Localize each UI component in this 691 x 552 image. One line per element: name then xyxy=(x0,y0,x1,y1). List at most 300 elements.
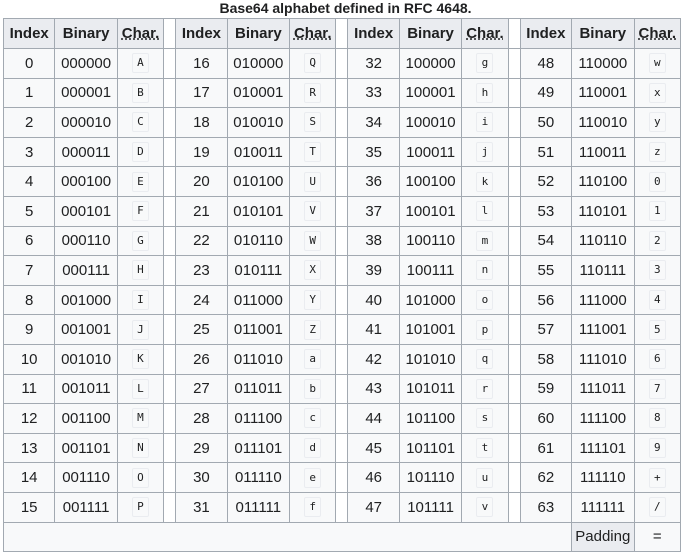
column-gap xyxy=(336,19,348,49)
index-cell: 9 xyxy=(4,315,55,345)
index-cell: 27 xyxy=(176,374,227,404)
char-cell xyxy=(117,49,163,79)
binary-cell: 101110 xyxy=(399,463,461,493)
char-cell xyxy=(290,492,336,522)
index-cell: 8 xyxy=(4,285,55,315)
index-cell: 38 xyxy=(348,226,399,256)
char-code: j xyxy=(476,142,493,162)
char-cell xyxy=(462,285,508,315)
index-cell: 48 xyxy=(520,49,571,79)
char-cell xyxy=(290,226,336,256)
char-code: F xyxy=(132,201,149,221)
binary-cell: 001100 xyxy=(55,404,117,434)
char-cell xyxy=(634,78,680,108)
char-code: B xyxy=(132,83,149,103)
column-gap xyxy=(336,137,348,167)
binary-cell: 000100 xyxy=(55,167,117,197)
char-code: N xyxy=(132,438,149,458)
char-code: k xyxy=(476,172,493,192)
char-code: v xyxy=(476,497,493,517)
binary-cell: 111111 xyxy=(572,492,634,522)
index-cell: 54 xyxy=(520,226,571,256)
char-cell xyxy=(290,137,336,167)
char-cell xyxy=(290,256,336,286)
char-cell xyxy=(462,196,508,226)
index-cell: 53 xyxy=(520,196,571,226)
binary-cell: 101000 xyxy=(399,285,461,315)
char-cell xyxy=(290,374,336,404)
char-code: W xyxy=(304,231,321,251)
index-cell: 37 xyxy=(348,196,399,226)
binary-cell: 000000 xyxy=(55,49,117,79)
index-cell: 1 xyxy=(4,78,55,108)
table-row xyxy=(4,226,681,256)
binary-cell: 010001 xyxy=(227,78,289,108)
char-code: 7 xyxy=(649,379,666,399)
binary-cell: 001011 xyxy=(55,374,117,404)
binary-cell: 110111 xyxy=(572,256,634,286)
index-cell: 19 xyxy=(176,137,227,167)
index-cell: 36 xyxy=(348,167,399,197)
binary-cell: 011000 xyxy=(227,285,289,315)
column-gap xyxy=(336,196,348,226)
char-code: I xyxy=(132,290,149,310)
table-row xyxy=(4,404,681,434)
char-cell xyxy=(117,492,163,522)
column-gap xyxy=(164,463,176,493)
column-gap xyxy=(164,78,176,108)
binary-cell: 101011 xyxy=(399,374,461,404)
char-code: 1 xyxy=(649,201,666,221)
binary-cell: 001000 xyxy=(55,285,117,315)
binary-header: Binary xyxy=(399,19,461,49)
index-cell: 61 xyxy=(520,433,571,463)
char-cell xyxy=(290,463,336,493)
index-cell: 62 xyxy=(520,463,571,493)
char-cell xyxy=(290,78,336,108)
char-cell xyxy=(117,256,163,286)
binary-cell: 010111 xyxy=(227,256,289,286)
table-row xyxy=(4,492,681,522)
binary-cell: 100001 xyxy=(399,78,461,108)
char-cell xyxy=(290,108,336,138)
column-gap xyxy=(336,226,348,256)
char-cell xyxy=(290,285,336,315)
index-cell: 56 xyxy=(520,285,571,315)
char-code: q xyxy=(476,349,493,369)
char-cell xyxy=(117,137,163,167)
column-gap xyxy=(164,108,176,138)
char-code: l xyxy=(476,201,493,221)
index-cell: 59 xyxy=(520,374,571,404)
char-code: w xyxy=(649,53,666,73)
index-cell: 25 xyxy=(176,315,227,345)
char-code: y xyxy=(649,112,666,132)
char-code: 8 xyxy=(649,408,666,428)
binary-cell: 100011 xyxy=(399,137,461,167)
column-gap xyxy=(164,196,176,226)
index-cell: 16 xyxy=(176,49,227,79)
index-cell: 17 xyxy=(176,78,227,108)
char-code: n xyxy=(476,260,493,280)
table-caption: Base64 alphabet defined in RFC 4648. xyxy=(219,0,472,16)
column-gap xyxy=(164,226,176,256)
char-code: p xyxy=(476,320,493,340)
index-cell: 35 xyxy=(348,137,399,167)
char-cell xyxy=(634,108,680,138)
binary-cell: 011010 xyxy=(227,344,289,374)
char-code: 5 xyxy=(649,320,666,340)
char-cell xyxy=(634,49,680,79)
column-gap xyxy=(508,463,520,493)
index-cell: 11 xyxy=(4,374,55,404)
table-row xyxy=(4,285,681,315)
char-header: Char. xyxy=(634,19,680,49)
binary-cell: 110110 xyxy=(572,226,634,256)
index-cell: 34 xyxy=(348,108,399,138)
char-code: Z xyxy=(304,320,321,340)
index-cell: 47 xyxy=(348,492,399,522)
binary-cell: 100110 xyxy=(399,226,461,256)
char-code: S xyxy=(304,112,321,132)
column-gap xyxy=(336,49,348,79)
char-cell xyxy=(290,196,336,226)
binary-cell: 100101 xyxy=(399,196,461,226)
char-code: / xyxy=(649,497,666,517)
char-cell xyxy=(462,404,508,434)
table-row xyxy=(4,433,681,463)
column-gap xyxy=(336,256,348,286)
index-cell: 13 xyxy=(4,433,55,463)
column-gap xyxy=(336,285,348,315)
column-gap xyxy=(336,374,348,404)
char-cell xyxy=(462,49,508,79)
binary-cell: 010100 xyxy=(227,167,289,197)
char-cell xyxy=(634,137,680,167)
binary-cell: 011101 xyxy=(227,433,289,463)
header-row xyxy=(4,19,681,49)
column-gap xyxy=(508,108,520,138)
char-header: Char. xyxy=(462,19,508,49)
index-cell: 20 xyxy=(176,167,227,197)
table-row xyxy=(4,344,681,374)
binary-cell: 001010 xyxy=(55,344,117,374)
index-cell: 43 xyxy=(348,374,399,404)
binary-header: Binary xyxy=(572,19,634,49)
column-gap xyxy=(336,404,348,434)
char-cell xyxy=(634,463,680,493)
char-cell xyxy=(117,226,163,256)
char-code: e xyxy=(304,468,321,488)
column-gap xyxy=(336,108,348,138)
index-cell: 39 xyxy=(348,256,399,286)
char-cell xyxy=(634,196,680,226)
binary-cell: 010011 xyxy=(227,137,289,167)
index-cell: 0 xyxy=(4,49,55,79)
column-gap xyxy=(164,404,176,434)
binary-cell: 110100 xyxy=(572,167,634,197)
char-cell xyxy=(634,344,680,374)
column-gap xyxy=(508,78,520,108)
binary-cell: 011100 xyxy=(227,404,289,434)
column-gap xyxy=(508,404,520,434)
char-code: D xyxy=(132,142,149,162)
binary-header: Binary xyxy=(55,19,117,49)
column-gap xyxy=(336,344,348,374)
char-cell xyxy=(290,167,336,197)
index-cell: 12 xyxy=(4,404,55,434)
column-gap xyxy=(508,226,520,256)
padding-spacer xyxy=(4,522,572,552)
index-cell: 26 xyxy=(176,344,227,374)
binary-cell: 100010 xyxy=(399,108,461,138)
binary-cell: 010000 xyxy=(227,49,289,79)
index-cell: 45 xyxy=(348,433,399,463)
index-cell: 7 xyxy=(4,256,55,286)
index-header: Index xyxy=(176,19,227,49)
char-cell xyxy=(290,49,336,79)
column-gap xyxy=(508,256,520,286)
index-cell: 5 xyxy=(4,196,55,226)
index-cell: 58 xyxy=(520,344,571,374)
char-cell xyxy=(117,315,163,345)
char-code: V xyxy=(304,201,321,221)
char-code: A xyxy=(132,53,149,73)
char-cell xyxy=(462,344,508,374)
index-cell: 40 xyxy=(348,285,399,315)
binary-cell: 011110 xyxy=(227,463,289,493)
char-code: P xyxy=(132,497,149,517)
char-code: 0 xyxy=(649,172,666,192)
char-code: t xyxy=(476,438,493,458)
binary-cell: 111010 xyxy=(572,344,634,374)
char-code: u xyxy=(476,468,493,488)
char-code: a xyxy=(304,349,321,369)
char-code: b xyxy=(304,379,321,399)
column-gap xyxy=(164,49,176,79)
index-cell: 57 xyxy=(520,315,571,345)
table-row xyxy=(4,196,681,226)
char-code: c xyxy=(304,408,321,428)
char-code: x xyxy=(649,83,666,103)
char-cell xyxy=(117,196,163,226)
binary-cell: 111000 xyxy=(572,285,634,315)
char-code: C xyxy=(132,112,149,132)
char-code: i xyxy=(476,112,493,132)
char-code: M xyxy=(132,408,149,428)
table-row xyxy=(4,315,681,345)
char-cell xyxy=(634,285,680,315)
char-code: m xyxy=(476,231,493,251)
char-code: L xyxy=(132,379,149,399)
binary-cell: 010101 xyxy=(227,196,289,226)
index-cell: 10 xyxy=(4,344,55,374)
index-cell: 51 xyxy=(520,137,571,167)
index-cell: 31 xyxy=(176,492,227,522)
char-cell xyxy=(117,108,163,138)
char-cell xyxy=(117,404,163,434)
char-code: H xyxy=(132,260,149,280)
index-cell: 41 xyxy=(348,315,399,345)
char-cell xyxy=(634,374,680,404)
binary-cell: 101111 xyxy=(399,492,461,522)
char-cell xyxy=(117,433,163,463)
column-gap xyxy=(508,19,520,49)
binary-cell: 000101 xyxy=(55,196,117,226)
char-header: Char. xyxy=(290,19,336,49)
char-code: + xyxy=(649,468,666,488)
binary-cell: 101101 xyxy=(399,433,461,463)
char-cell xyxy=(117,344,163,374)
char-code: z xyxy=(649,142,666,162)
table-row xyxy=(4,137,681,167)
column-gap xyxy=(508,374,520,404)
char-cell xyxy=(462,463,508,493)
char-cell xyxy=(634,433,680,463)
padding-row xyxy=(4,522,681,552)
char-cell xyxy=(462,108,508,138)
column-gap xyxy=(164,315,176,345)
column-gap xyxy=(336,78,348,108)
char-cell xyxy=(634,315,680,345)
binary-cell: 100100 xyxy=(399,167,461,197)
char-cell xyxy=(462,256,508,286)
char-cell xyxy=(462,433,508,463)
index-header: Index xyxy=(520,19,571,49)
binary-cell: 101100 xyxy=(399,404,461,434)
char-code: Y xyxy=(304,290,321,310)
char-code: Q xyxy=(304,53,321,73)
binary-cell: 001101 xyxy=(55,433,117,463)
char-cell xyxy=(290,433,336,463)
char-code: T xyxy=(304,142,321,162)
column-gap xyxy=(164,344,176,374)
binary-cell: 111110 xyxy=(572,463,634,493)
char-code: 3 xyxy=(649,260,666,280)
char-cell xyxy=(290,315,336,345)
padding-char: = xyxy=(634,522,680,552)
index-cell: 33 xyxy=(348,78,399,108)
char-code: X xyxy=(304,260,321,280)
char-cell xyxy=(117,463,163,493)
char-cell xyxy=(117,167,163,197)
binary-cell: 110001 xyxy=(572,78,634,108)
table-row xyxy=(4,49,681,79)
binary-cell: 101010 xyxy=(399,344,461,374)
index-cell: 52 xyxy=(520,167,571,197)
char-code: 6 xyxy=(649,349,666,369)
char-cell xyxy=(462,374,508,404)
index-header: Index xyxy=(348,19,399,49)
binary-cell: 110011 xyxy=(572,137,634,167)
column-gap xyxy=(336,492,348,522)
index-cell: 60 xyxy=(520,404,571,434)
binary-cell: 000001 xyxy=(55,78,117,108)
binary-cell: 111100 xyxy=(572,404,634,434)
column-gap xyxy=(508,433,520,463)
binary-cell: 001111 xyxy=(55,492,117,522)
column-gap xyxy=(508,285,520,315)
binary-cell: 100111 xyxy=(399,256,461,286)
char-code: 4 xyxy=(649,290,666,310)
column-gap xyxy=(508,49,520,79)
index-cell: 23 xyxy=(176,256,227,286)
index-cell: 6 xyxy=(4,226,55,256)
char-cell xyxy=(462,226,508,256)
binary-cell: 000010 xyxy=(55,108,117,138)
column-gap xyxy=(164,19,176,49)
column-gap xyxy=(508,492,520,522)
char-cell xyxy=(634,404,680,434)
column-gap xyxy=(164,374,176,404)
char-code: 2 xyxy=(649,231,666,251)
binary-cell: 000011 xyxy=(55,137,117,167)
column-gap xyxy=(164,285,176,315)
column-gap xyxy=(336,315,348,345)
binary-cell: 001110 xyxy=(55,463,117,493)
char-cell xyxy=(117,78,163,108)
char-code: g xyxy=(476,53,493,73)
index-cell: 28 xyxy=(176,404,227,434)
char-code: s xyxy=(476,408,493,428)
column-gap xyxy=(336,167,348,197)
binary-cell: 110000 xyxy=(572,49,634,79)
index-cell: 3 xyxy=(4,137,55,167)
char-code: G xyxy=(132,231,149,251)
base64-alphabet-table xyxy=(3,18,681,552)
char-cell xyxy=(117,285,163,315)
char-cell xyxy=(634,256,680,286)
table-row xyxy=(4,167,681,197)
binary-cell: 110010 xyxy=(572,108,634,138)
binary-cell: 010010 xyxy=(227,108,289,138)
char-code: U xyxy=(304,172,321,192)
index-header: Index xyxy=(4,19,55,49)
char-cell xyxy=(462,315,508,345)
char-code: K xyxy=(132,349,149,369)
char-cell xyxy=(117,374,163,404)
index-cell: 32 xyxy=(348,49,399,79)
table-row xyxy=(4,256,681,286)
binary-cell: 111011 xyxy=(572,374,634,404)
index-cell: 50 xyxy=(520,108,571,138)
index-cell: 44 xyxy=(348,404,399,434)
char-cell xyxy=(634,226,680,256)
char-code: r xyxy=(476,379,493,399)
index-cell: 42 xyxy=(348,344,399,374)
index-cell: 14 xyxy=(4,463,55,493)
char-cell xyxy=(290,344,336,374)
table-row xyxy=(4,463,681,493)
binary-cell: 001001 xyxy=(55,315,117,345)
index-cell: 4 xyxy=(4,167,55,197)
column-gap xyxy=(508,137,520,167)
char-code: 9 xyxy=(649,438,666,458)
char-cell xyxy=(290,404,336,434)
char-cell xyxy=(634,492,680,522)
char-header: Char. xyxy=(117,19,163,49)
char-code: f xyxy=(304,497,321,517)
index-cell: 63 xyxy=(520,492,571,522)
binary-cell: 011011 xyxy=(227,374,289,404)
binary-cell: 110101 xyxy=(572,196,634,226)
binary-cell: 000111 xyxy=(55,256,117,286)
index-cell: 2 xyxy=(4,108,55,138)
binary-header: Binary xyxy=(227,19,289,49)
column-gap xyxy=(164,167,176,197)
char-code: J xyxy=(132,320,149,340)
char-code: h xyxy=(476,83,493,103)
